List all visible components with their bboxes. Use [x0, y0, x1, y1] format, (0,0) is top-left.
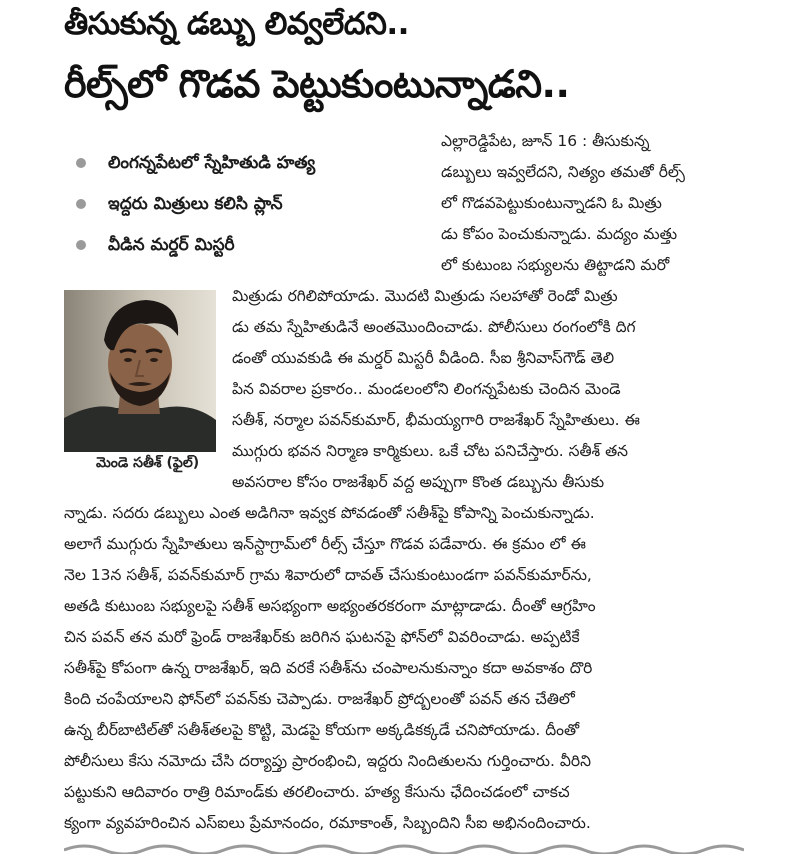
article-line: డు తమ స్నేహితుడినే అంతమొందించాడు. పోలీసులు రంగంలోకి దిగ [232, 318, 636, 336]
article-line: సతీశ్‌పై కోపంగా ఉన్న రాజశేఖర్, ఇది వరకే సతీశ్‌ను చంపాలనుకున్నాం కదా అవకాశం దొరి [64, 659, 593, 677]
accused-photo [64, 290, 216, 452]
article-line: మిత్రుడు రగిలిపోయాడు. మొదటి మిత్రుడు సలహాతో రెండో మిత్రు [232, 287, 618, 305]
article-line: ముగ్గురు భవన నిర్మాణ కార్మికులు. ఒకే చోట పనిచేస్తారు. సతీశ్ తన [232, 442, 629, 460]
article-line: చిన పవన్ తన మరో ఫ్రెండ్ రాజశేఖర్‌కు జరిగిన ఘటనపై ఫోన్‌లో వివరించాడు. అప్పటికే [64, 628, 580, 646]
article-line: న్నాడు. సదరు డబ్బులు ఎంత అడిగినా ఇవ్వక పోవడంతో సతీశ్‌పై కోపాన్ని పెంచుకున్నాడు. [64, 504, 595, 522]
article-line: క్యంగా వ్యవహరించిన ఎస్ఐలు ప్రేమానందం, రమాకాంత్, సిబ్బందిని సీఐ అభినందించారు. [64, 814, 591, 832]
highlight-text: ఇద్దరు మిత్రులు కలిసి ప్లాన్ [108, 194, 283, 214]
article-line: పట్టుకుని ఆదివారం రాత్రి రిమాండ్‌కు తరలించారు. హత్య కేసును ఛేదించడంలో చాకచ [64, 783, 570, 801]
article-line: నెల 13న సతీశ్, పవన్‌కుమార్ గ్రామ శివారులో దావత్ చేసుకుంటుండగా పవన్‌కుమార్‌ను, [64, 566, 592, 584]
article-line: కింది చంపేయాలని ఫోన్‌లో పవన్‌కు చెప్పాడు. రాజశేఖర్ ప్రోద్బలంతో పవన్ తన చేతిలో [64, 690, 575, 708]
highlight-text: లింగన్నపేటలో స్నేహితుడి హత్య [108, 153, 316, 173]
headline-line-1: తీసుకున్న డబ్బు లివ్వలేదని.. [64, 6, 409, 42]
highlights-list [66, 143, 431, 266]
highlight-item [66, 225, 431, 266]
clipping-cut-edge [64, 840, 744, 854]
article-line: ఎల్లారెడ్డిపేట, జూన్ 16 : తీసుకున్న [441, 132, 650, 150]
highlight-item [66, 143, 431, 184]
bullet-dot-icon [76, 240, 86, 250]
article-line: డు కోపం పెంచుకున్నాడు. మద్యం మత్తు [441, 225, 678, 243]
bullet-dot-icon [76, 158, 86, 168]
headline-line-2: రీల్స్‌లో గొడవ పెట్టుకుంటున్నాడని.. [64, 62, 570, 106]
article-line: ఉన్న బీర్‌బాటిల్‌తో సతీశ్‌తలపై కొట్టి, మెడపై కోయగా అక్కడికక్కడే చనిపోయాడు. దీంతో [64, 721, 580, 739]
bullet-dot-icon [76, 199, 86, 209]
article-line: అవసరాల కోసం రాజశేఖర్ వద్ద అప్పుగా కొంత డబ్బును తీసుకు [232, 473, 605, 491]
article-line: డంతో యువకుడి ఈ మర్డర్ మిస్టరీ వీడింది. సీఐ శ్రీనివాస్‌గౌడ్ తెలి [232, 349, 615, 367]
article-line: పిన వివరాల ప్రకారం.. మండలంలోని లింగన్నపేటకు చెందిన మెండె [232, 380, 621, 398]
article-line: అతడి కుటుంబ సభ్యులపై సతీశ్ అసభ్యంగా అభ్యంతరకరంగా మాట్లాడాడు. దీంతో ఆగ్రహిం [64, 597, 596, 615]
article-line: లో కుటుంబ సభ్యులను తిట్టాడని మరో [441, 256, 670, 274]
photo-caption: మెండె సతీశ్ (ఫైల్) [96, 455, 200, 471]
highlight-item [66, 184, 431, 225]
article-line: డబ్బులు ఇవ్వలేదని, నిత్యం తమతో రీల్స్ [441, 163, 685, 181]
person-photo-icon [64, 290, 216, 452]
article-line: సతీశ్, నర్మాల పవన్‌కుమార్, భీమయ్యగారి రాజశేఖర్ స్నేహితులు. ఈ [232, 411, 640, 429]
article-line: అలాగే ముగ్గురు స్నేహితులు ఇన్‌స్టాగ్రామ్‌లో రీల్స్ చేస్తూ గొడవ పడేవారు. ఈ క్రమం లో ఈ [64, 535, 586, 553]
article-line: లో గొడవపెట్టుకుంటున్నాడని ఓ మిత్రు [441, 194, 662, 212]
highlight-text: వీడిన మర్డర్ మిస్టరీ [108, 235, 235, 255]
article-line: పోలీసులు కేసు నమోదు చేసి దర్యాప్తు ప్రారంభించి, ఇద్దరు నిందితులను గుర్తించారు. వీరిని [64, 752, 591, 770]
